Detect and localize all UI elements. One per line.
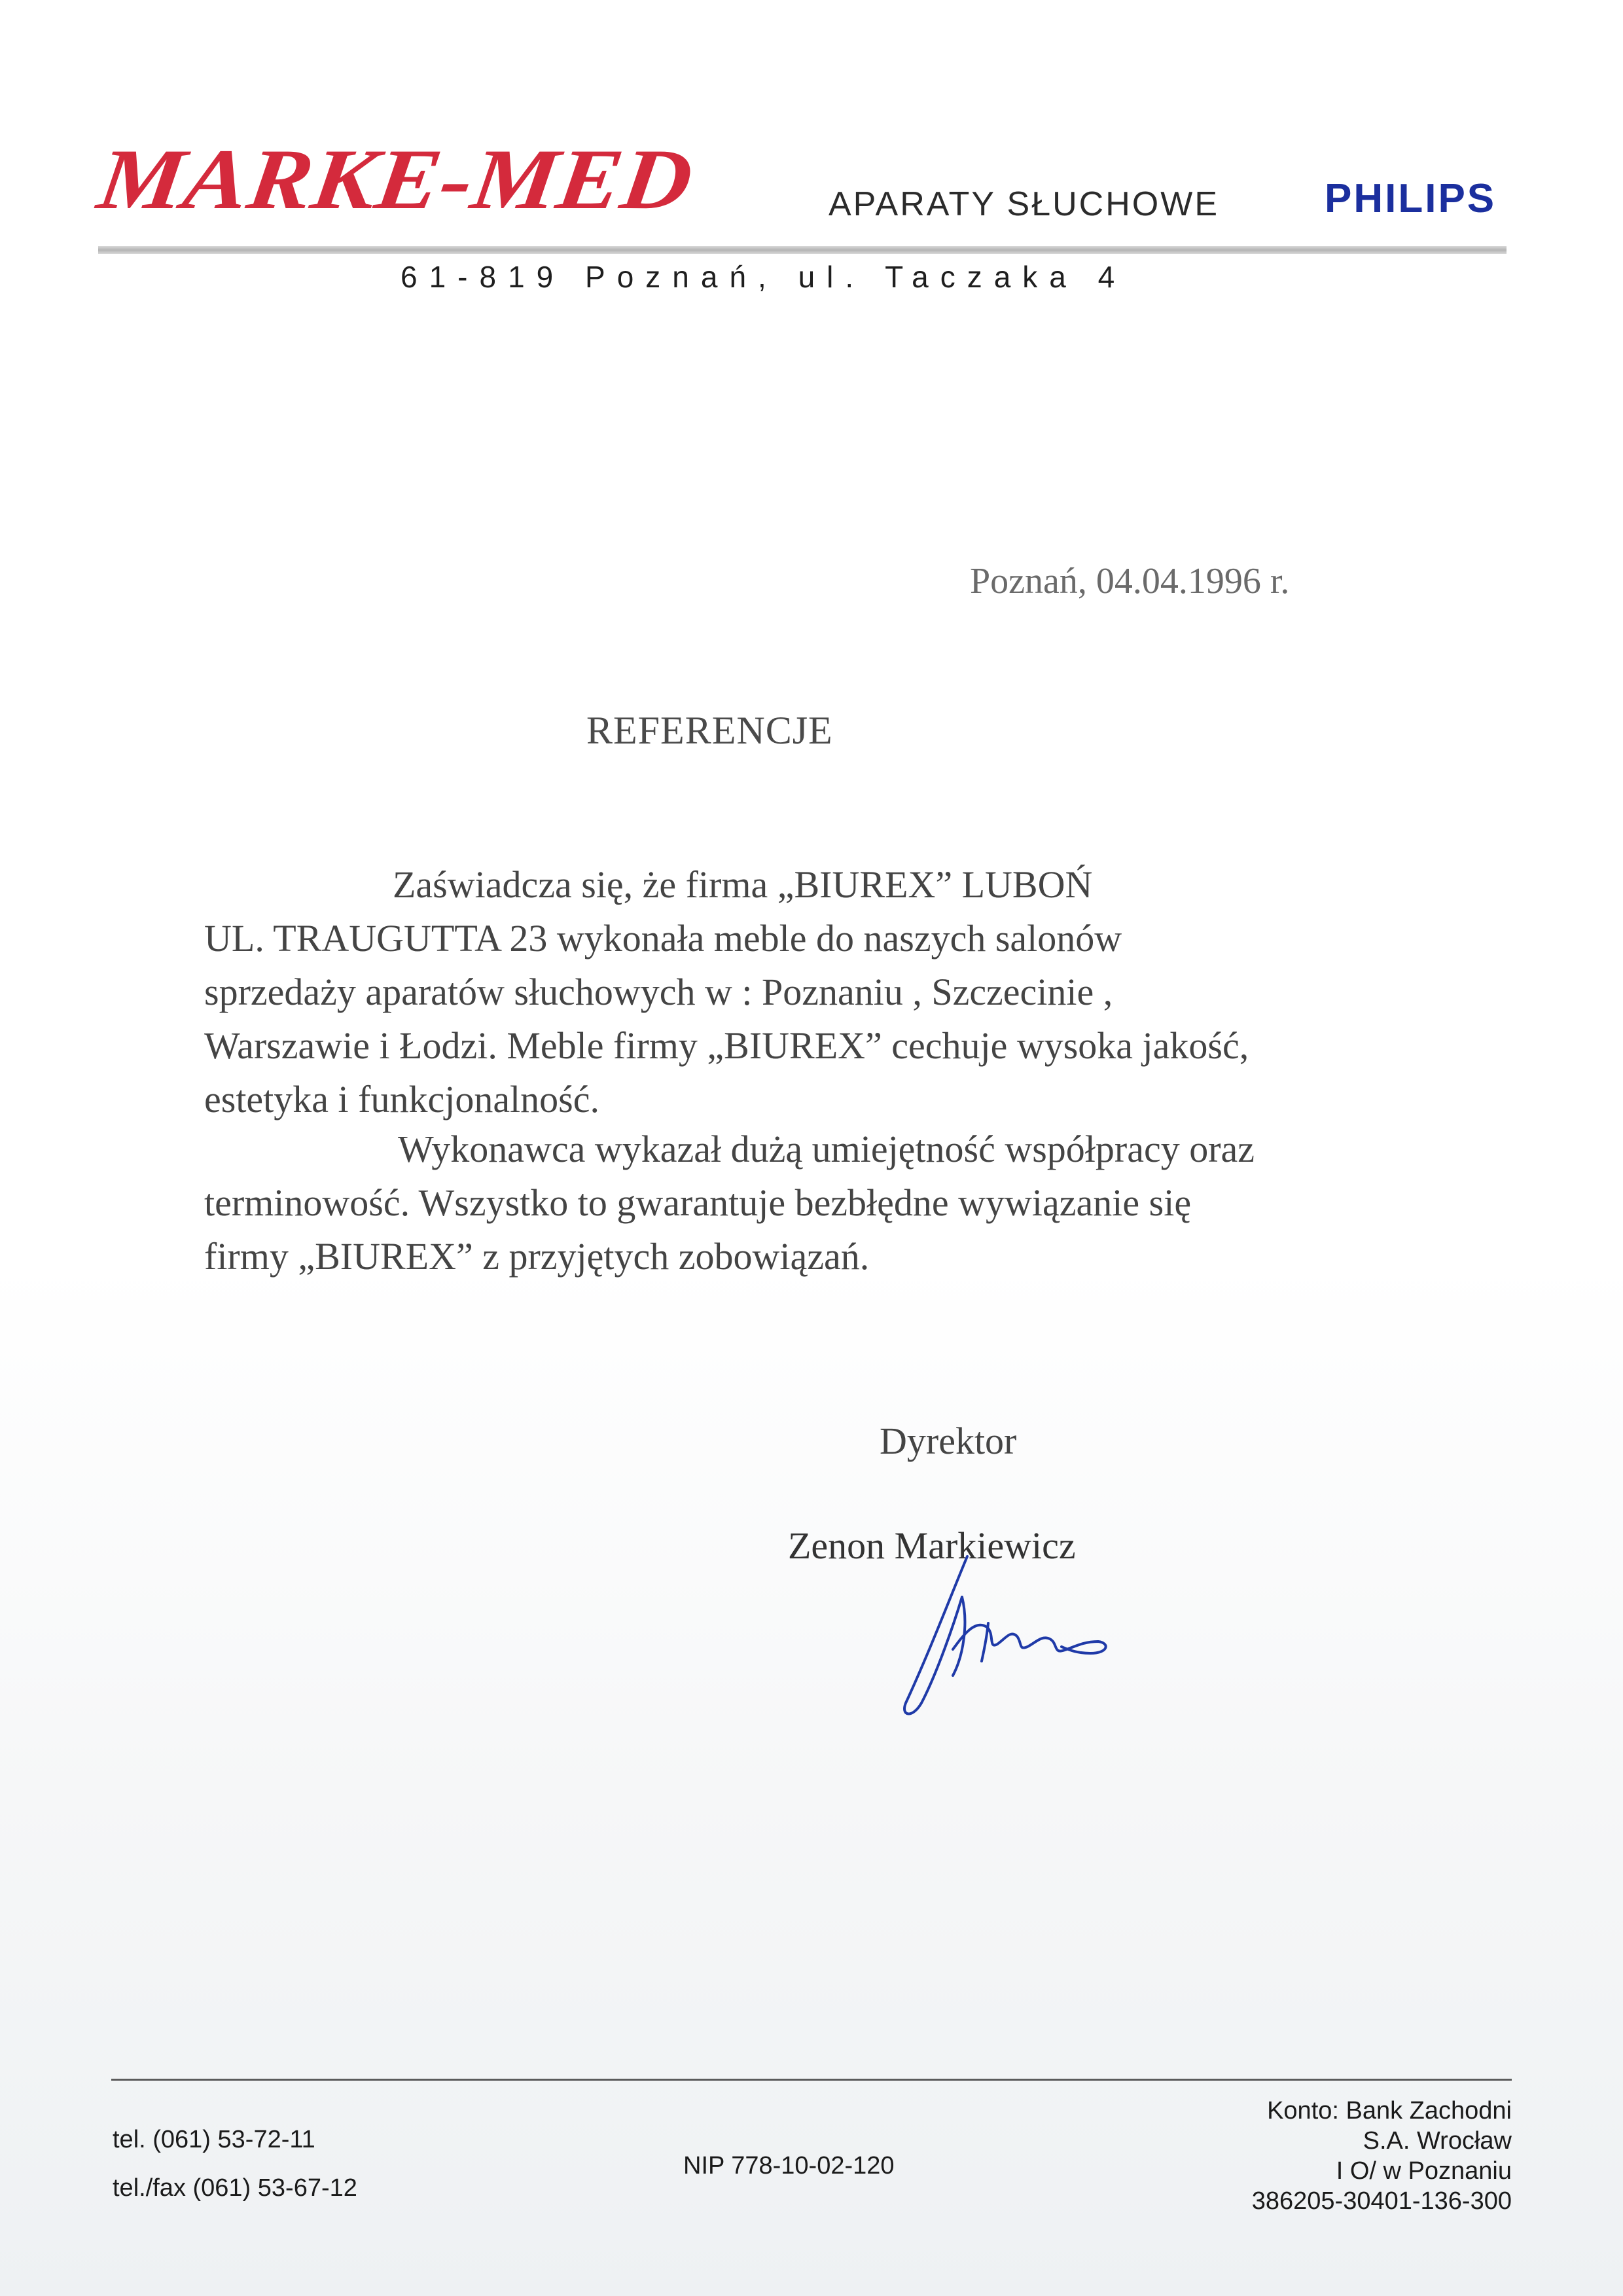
footer-bank-account [1252,2096,1512,2216]
body-line: estetyka i funkcjonalność. [204,1078,599,1121]
brand-logo: PHILIPS [1325,176,1497,221]
handwritten-signature [890,1551,1126,1734]
company-logo [92,131,694,242]
bank-line: S.A. Wrocław [1363,2127,1512,2155]
document-title: REFERENCJE [586,709,833,752]
letter-date: Poznań, 04.04.1996 r. [970,561,1290,601]
signature-name: Zenon Markiewicz [788,1524,1076,1567]
signature-role: Dyrektor [880,1420,1017,1462]
header-divider [98,246,1507,254]
bank-line: Konto: Bank Zachodni [1267,2097,1512,2125]
body-line: UL. TRAUGUTTA 23 wykonała meble do naszych salonów [204,917,1122,960]
body-line: Zaświadcza się, że firma „BIUREX” LUBOŃ [393,863,1093,906]
footer-nip: NIP 778-10-02-120 [683,2152,895,2179]
footer-fax: tel./fax (061) 53-67-12 [113,2174,357,2202]
footer-phone: tel. (061) 53-72-11 [113,2126,315,2153]
logo-text: MARKE-MED [92,131,639,227]
body-line: terminowość. Wszystko to gwarantuje bezbłędne wywiązanie się [204,1181,1192,1224]
bank-line: 386205-30401-136-300 [1251,2187,1512,2215]
footer-divider [111,2079,1512,2081]
body-line: Wykonawca wykazał dużą umiejętność współpracy oraz [398,1128,1255,1170]
header-address: 61-819 Poznań, ul. Taczaka 4 [401,260,1127,294]
body-line: sprzedaży aparatów słuchowych w : Poznaniu , Szczecinie , [204,971,1113,1013]
header-subtitle: APARATY SŁUCHOWE [829,185,1219,223]
body-line: firmy „BIUREX” z przyjętych zobowiązań. [204,1235,870,1278]
body-line: Warszawie i Łodzi. Meble firmy „BIUREX” cechuje wysoka jakość, [204,1024,1249,1067]
bank-line: I O/ w Poznaniu [1336,2157,1512,2185]
